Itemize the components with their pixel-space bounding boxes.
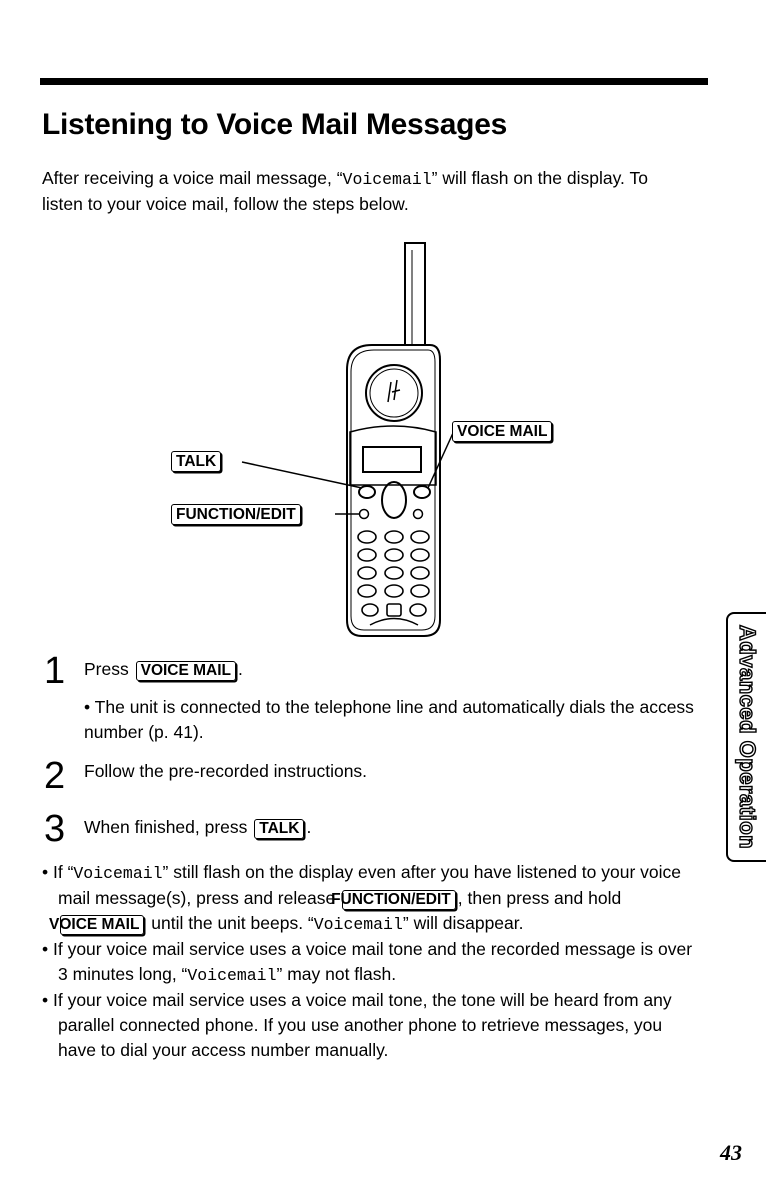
voice-mail-key: VOICE MAIL xyxy=(136,661,236,681)
note-text: ” still flash on the display even after you have listened to your voice mail message(s), press and release xyxy=(58,862,682,908)
note-text: • If “ xyxy=(42,862,74,882)
step-prefix: When finished, press xyxy=(84,817,253,837)
notes-list xyxy=(42,860,702,1063)
note-text: • If your voice mail service uses a voice mail tone and the recorded message is over 3 minutes long, “ xyxy=(42,939,693,984)
step-text: Follow the pre-recorded instructions. xyxy=(84,761,368,781)
note-item xyxy=(42,937,702,988)
note-text: ” will disappear. xyxy=(402,913,524,933)
page-number: 43 xyxy=(720,1140,742,1165)
section-tab xyxy=(726,612,766,862)
note-item xyxy=(42,860,702,937)
page-title: Listening to Voice Mail Messages xyxy=(42,108,507,141)
talk-key-label: TALK xyxy=(171,451,221,472)
intro-text: After receiving a voice mail message, “ xyxy=(42,168,343,188)
function-edit-key-label: FUNCTION/EDIT xyxy=(171,504,301,525)
voicemail-code: Voicemail xyxy=(73,864,163,883)
step-1-bullet: • The unit is connected to the telephone line and automatically dials the access number (p. 41). xyxy=(84,697,694,742)
step-text xyxy=(84,657,704,682)
note-text: until the unit beeps. “ xyxy=(146,913,314,933)
intro-text: ” will flash on the display. To listen to your voice mail, follow the steps below. xyxy=(42,168,648,214)
step-suffix: . xyxy=(238,659,243,679)
header-rule xyxy=(40,78,708,85)
voicemail-code: Voicemail xyxy=(187,966,277,985)
antenna xyxy=(405,243,425,353)
voice-mail-key-label: VOICE MAIL xyxy=(452,421,552,442)
intro-paragraph xyxy=(42,166,692,217)
talk-key: TALK xyxy=(254,819,304,839)
handset-body xyxy=(347,345,440,636)
step-prefix: Press xyxy=(84,659,134,679)
section-tab-label: Advanced Operation xyxy=(735,624,760,850)
step-number: 3 xyxy=(44,808,66,850)
function-edit-key: FUNCTION/EDIT xyxy=(342,890,456,910)
voicemail-code: Voicemail xyxy=(342,170,432,189)
step-suffix: . xyxy=(306,817,312,837)
note-text: , then press and hold xyxy=(457,888,622,908)
voicemail-code: Voicemail xyxy=(313,915,403,934)
note-text: ” may not flash. xyxy=(276,964,397,984)
note-item: • If your voice mail service uses a voice mail tone, the tone will be heard from any parallel connected phone. If you use another phone to retrieve messages, you have to dial your access number manually. xyxy=(42,990,672,1060)
voice-mail-key: VOICE MAIL xyxy=(60,915,144,935)
step-number: 1 xyxy=(44,650,66,692)
step-text xyxy=(84,815,704,840)
step-number: 2 xyxy=(44,755,66,797)
